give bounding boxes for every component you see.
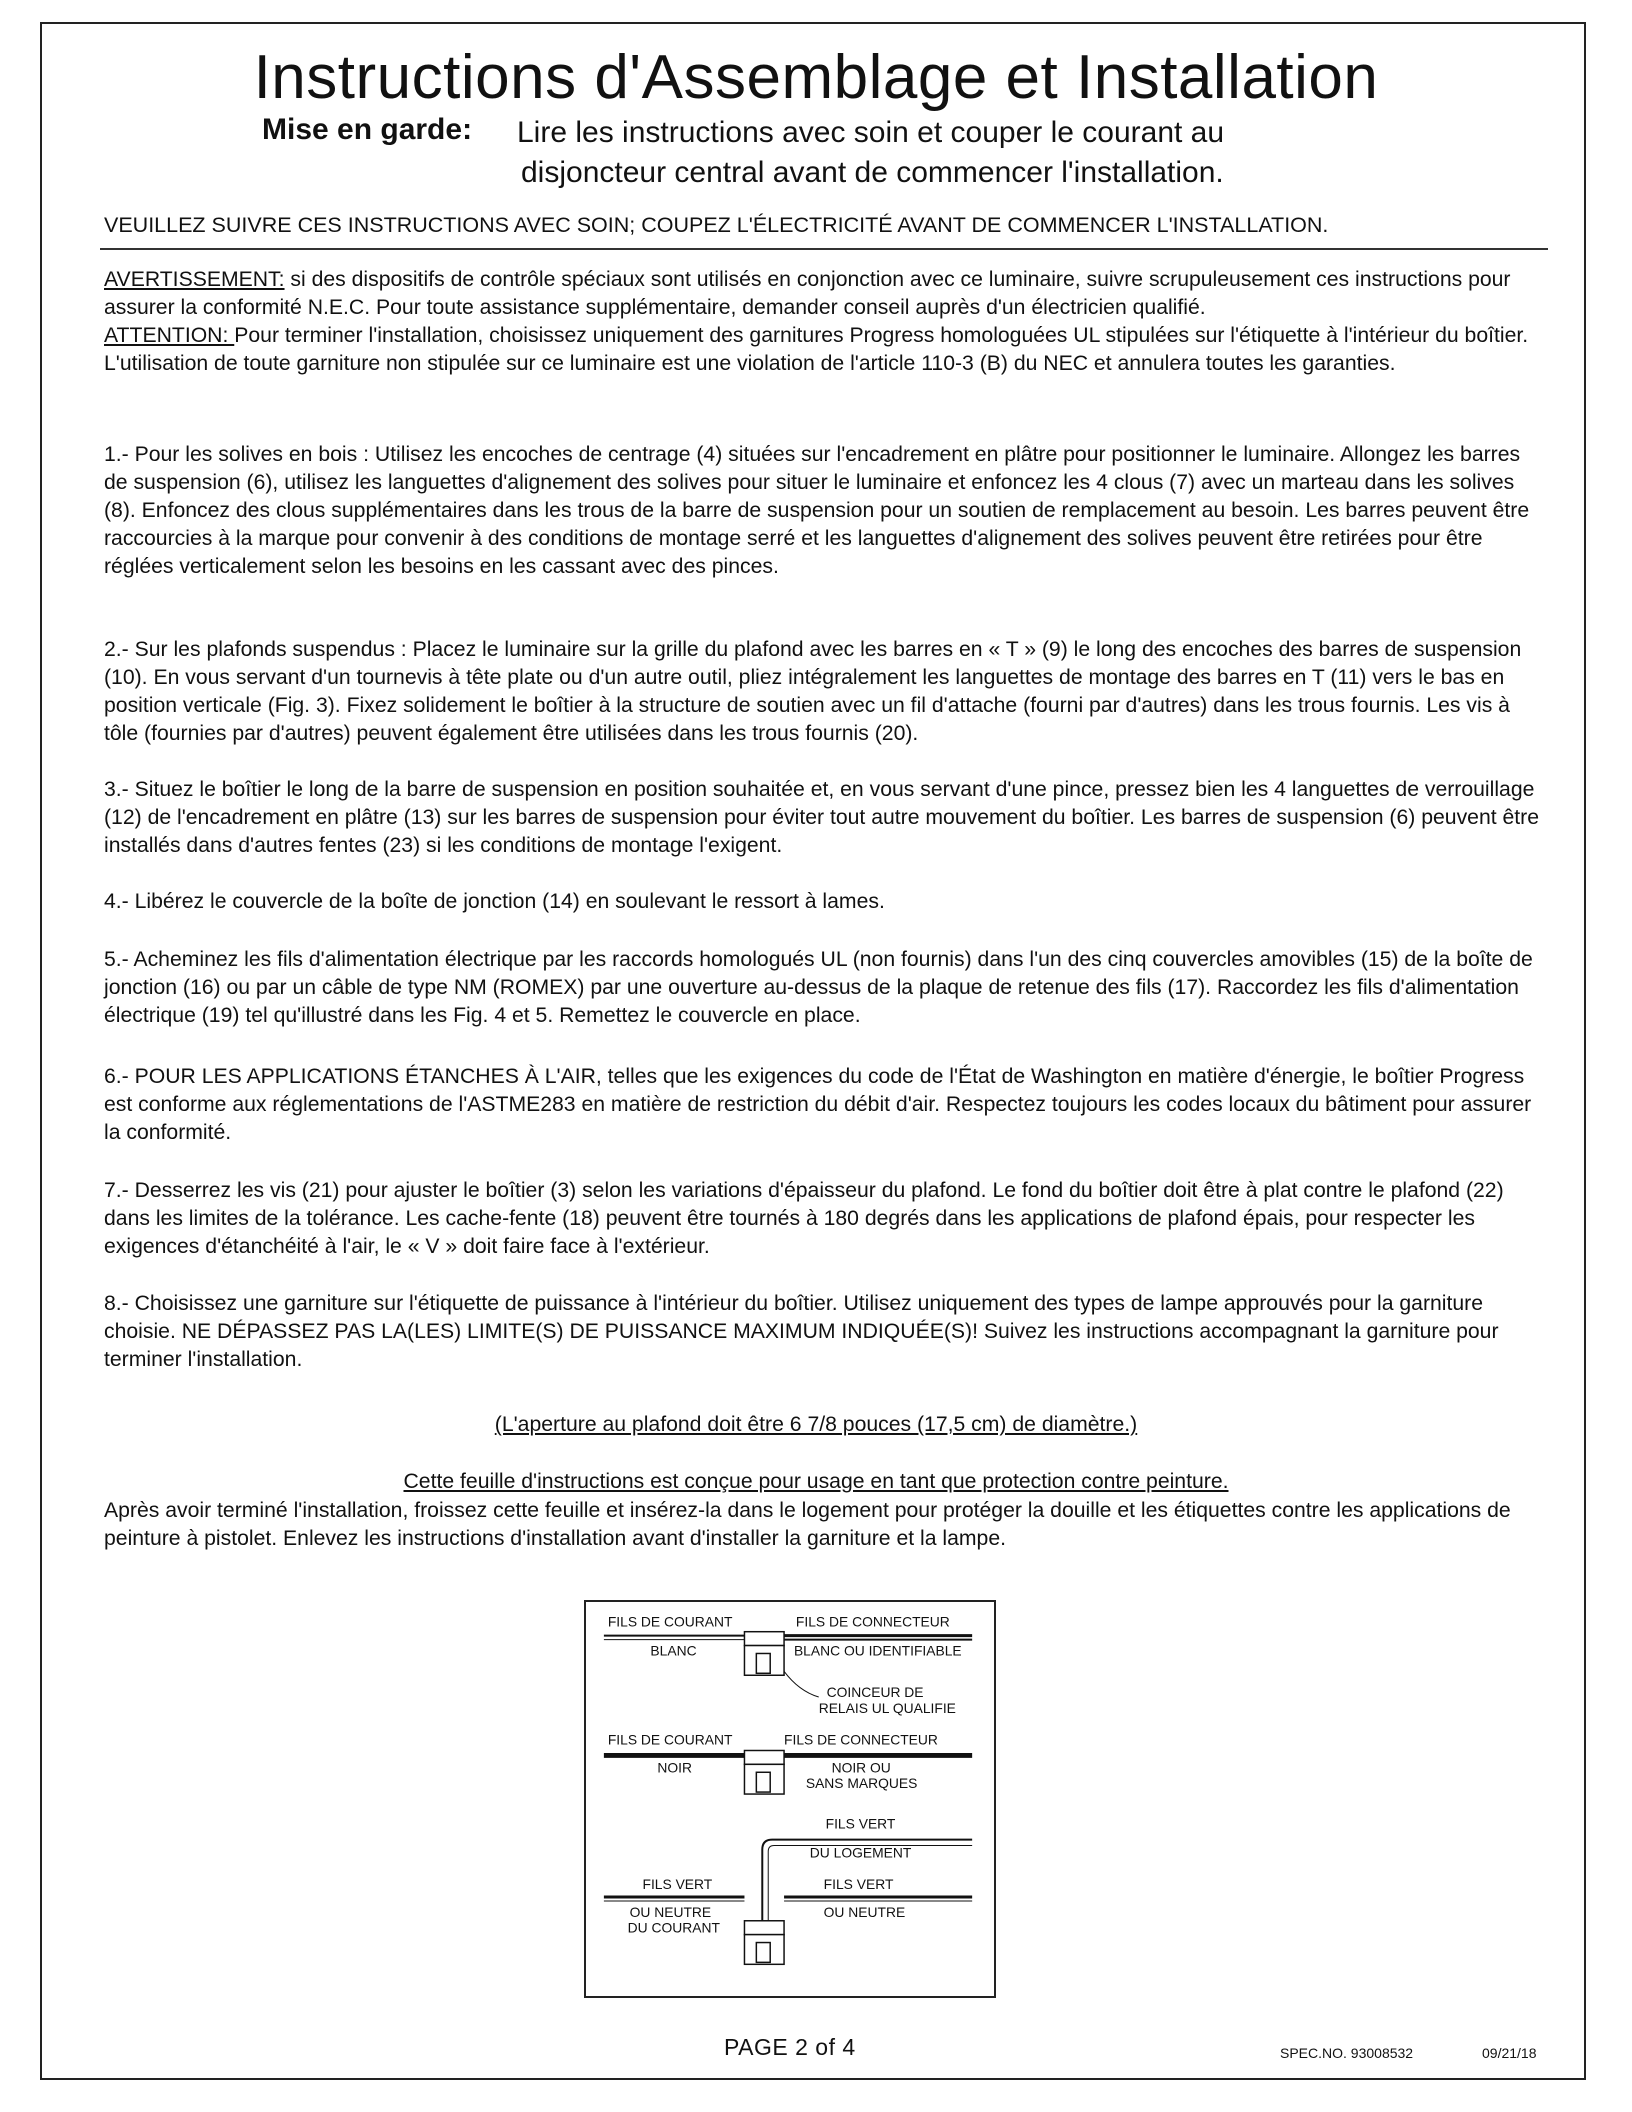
g3-left-bottom-label-2: DU COURANT (627, 1919, 720, 1936)
step-8: 8.- Choisissez une garniture sur l'étiquette de puissance à l'intérieur du boîtier. Utilisez uniquement des types de lampe approuvés pour la garniture choisie. NE DÉPASSEZ PAS LA(LES) LIMITE(S) DE PUISSANCE MAXIMUM INDIQUÉE(S)! Suivez les instructions accompagnant la garniture pour terminer l'installation. (104, 1292, 1499, 1371)
step-1: 1.- Pour les solives en bois : Utilisez les encoches de centrage (4) situées sur l'encadrement en plâtre pour positionner le luminaire. Allongez les barres de suspension (6), utilisez les languettes d'alignement des solives pour situer le luminaire et enfoncez les 4 clous (7) avec un marteau dans les solives (8). Enfoncez des clous supplémentaires dans les trous de la barre de suspension pour un soutien de remplacement au besoin. Les barres peuvent être raccourcies à la marque pour convenir à des conditions de montage serré et les languettes d'alignement des solives peuvent être retirées pour être réglées verticalement selon les besoins en les cassant avec des pinces. (104, 443, 1530, 578)
g2-right-top-label: FILS DE CONNECTEUR (784, 1731, 938, 1748)
step-5: 5.- Acheminez les fils d'alimentation électrique par les raccords homologués UL (non fournis) dans l'un des cinq couvercles amovibles (15) de la boîte de jonction (16) ou par un câble de type NM (ROMEX) par une ouverture au-dessus de la plaque de retenue des fils (17). Raccordez les fils d'alimentation électrique (19) tel qu'illustré dans les Fig. 4 et 5. Remettez le couvercle en place. (104, 948, 1533, 1027)
page-title: Instructions d'Assemblage et Installation (253, 43, 1379, 112)
g1-left-top-label: FILS DE COURANT (607, 1613, 733, 1630)
g3-right-top-label: FILS VERT (823, 1876, 894, 1893)
warning-line-2: disjoncteur central avant de commencer l'installation. (521, 156, 1224, 189)
warning-label: Mise en garde: (262, 113, 473, 146)
caps-notice: VEUILLEZ SUIVRE CES INSTRUCTIONS AVEC SOIN; COUPEZ L'ÉLECTRICITÉ AVANT DE COMMENCER L'INSTALLATION. (104, 213, 1329, 237)
spec-number: SPEC.NO. 93008532 (1280, 2045, 1414, 2061)
g2-connector-cap (744, 1750, 784, 1764)
g3-housing-top-label: FILS VERT (825, 1815, 896, 1832)
avertissement-label: AVERTISSEMENT: (104, 268, 285, 291)
g3-left-top-label: FILS VERT (642, 1876, 713, 1893)
g2-right-bottom-label-1: NOIR OU (831, 1759, 891, 1776)
aperture-note: (L'aperture au plafond doit être 6 7/8 pouces (17,5 cm) de diamètre.) (494, 1413, 1138, 1436)
g1-connector-slot (756, 1653, 770, 1673)
g1-connector-cap (744, 1632, 784, 1646)
g2-left-bottom-label: NOIR (657, 1759, 692, 1776)
doc-date: 09/21/18 (1482, 2045, 1537, 2061)
step-7: 7.- Desserrez les vis (21) pour ajuster le boîtier (3) selon les variations d'épaisseur du plafond. Le fond du boîtier doit être à plat contre le plafond (22) dans les limites de la tolérance. Les cache-fente (18) peuvent être tournés à 180 degrés dans les applications de plafond épais, pour respecter les exigences d'étanchéité à l'air, le « V » doit faire face à l'extérieur. (104, 1179, 1504, 1258)
g3-housing-bottom-label: DU LOGEMENT (809, 1844, 912, 1861)
g3-connector-slot (756, 1943, 770, 1963)
g1-right-bottom-label: BLANC OU IDENTIFIABLE (793, 1642, 962, 1659)
paint-heading: Cette feuille d'instructions est conçue pour usage en tant que protection contre peinture. (403, 1470, 1229, 1493)
g1-pointer-line (784, 1671, 819, 1697)
wiring-diagram (584, 1600, 996, 1998)
g3-right-bottom-label: OU NEUTRE (823, 1903, 906, 1920)
attention-label: ATTENTION: (104, 324, 235, 347)
paint-text: Après avoir terminé l'installation, froissez cette feuille et insérez-la dans le logement pour protéger la douille et les étiquettes contre les applications de peinture à pistolet. Enlevez les instructions d'installation avant d'installer la garniture et la lampe. (104, 1499, 1511, 1550)
g2-connector-slot (756, 1772, 770, 1792)
attention-text: Pour terminer l'installation, choisissez uniquement des garnitures Progress homologuées UL stipulées sur l'étiquette à l'intérieur du boîtier. L'utilisation de toute garniture non stipulée sur ce luminaire est une violation de l'article 110-3 (B) du NEC et annulera toutes les garanties. (104, 324, 1529, 375)
g2-right-bottom-label-2: SANS MARQUES (805, 1775, 918, 1792)
page-number: PAGE 2 of 4 (724, 2034, 856, 2060)
g3-connector-cap (744, 1921, 784, 1935)
g3-left-bottom-label-1: OU NEUTRE (629, 1903, 712, 1920)
divider (100, 248, 1548, 250)
warning-paragraph (104, 266, 1544, 378)
step-6: 6.- POUR LES APPLICATIONS ÉTANCHES À L'AIR, telles que les exigences du code de l'État de Washington en matière d'énergie, le boîtier Progress est conforme aux réglementations de l'ASTME283 en matière de restriction du débit d'air. Respectez toujours les codes locaux du bâtiment pour assurer la conformité. (104, 1065, 1532, 1144)
g1-right-top-label: FILS DE CONNECTEUR (795, 1613, 950, 1630)
step-4: 4.- Libérez le couvercle de la boîte de jonction (14) en soulevant le ressort à lames. (104, 890, 885, 913)
g1-left-bottom-label: BLANC (650, 1642, 697, 1659)
wiring-diagram-svg (586, 1602, 994, 1996)
g1-connector-label-1: COINCEUR DE (826, 1684, 924, 1701)
avertissement-text: si des dispositifs de contrôle spéciaux sont utilisés en conjonction avec ce luminaire, suivre scrupuleusement ces instructions pour assurer la conformité N.E.C. Pour toute assistance supplémentaire, demander conseil auprès d'un électricien qualifié. (104, 268, 1511, 319)
warning-line-1: Lire les instructions avec soin et couper le courant au (517, 116, 1225, 149)
g2-left-top-label: FILS DE COURANT (607, 1731, 733, 1748)
step-3: 3.- Situez le boîtier le long de la barre de suspension en position souhaitée et, en vous servant d'une pince, pressez bien les 4 languettes de verrouillage (12) de l'encadrement en plâtre (13) sur les barres de suspension pour éviter tout autre mouvement du boîtier. Les barres de suspension (6) peuvent être installés dans d'autres fentes (23) si les conditions de montage l'exigent. (104, 778, 1540, 857)
g1-connector-label-2: RELAIS UL QUALIFIE (818, 1699, 956, 1716)
step-2: 2.- Sur les plafonds suspendus : Placez le luminaire sur la grille du plafond avec les barres en « T » (9) le long des encoches des barres de suspension (10). En vous servant d'un tournevis à tête plate ou d'un autre outil, pliez intégralement les languettes de montage des barres en T (11) vers le bas en position verticale (Fig. 3). Fixez solidement le boîtier à la structure de soutien avec un fil d'attache (fourni par d'autres) dans les trous fournis. Les vis à tôle (fournies par d'autres) peuvent également être utilisées dans les trous fournis (20). (104, 638, 1522, 745)
